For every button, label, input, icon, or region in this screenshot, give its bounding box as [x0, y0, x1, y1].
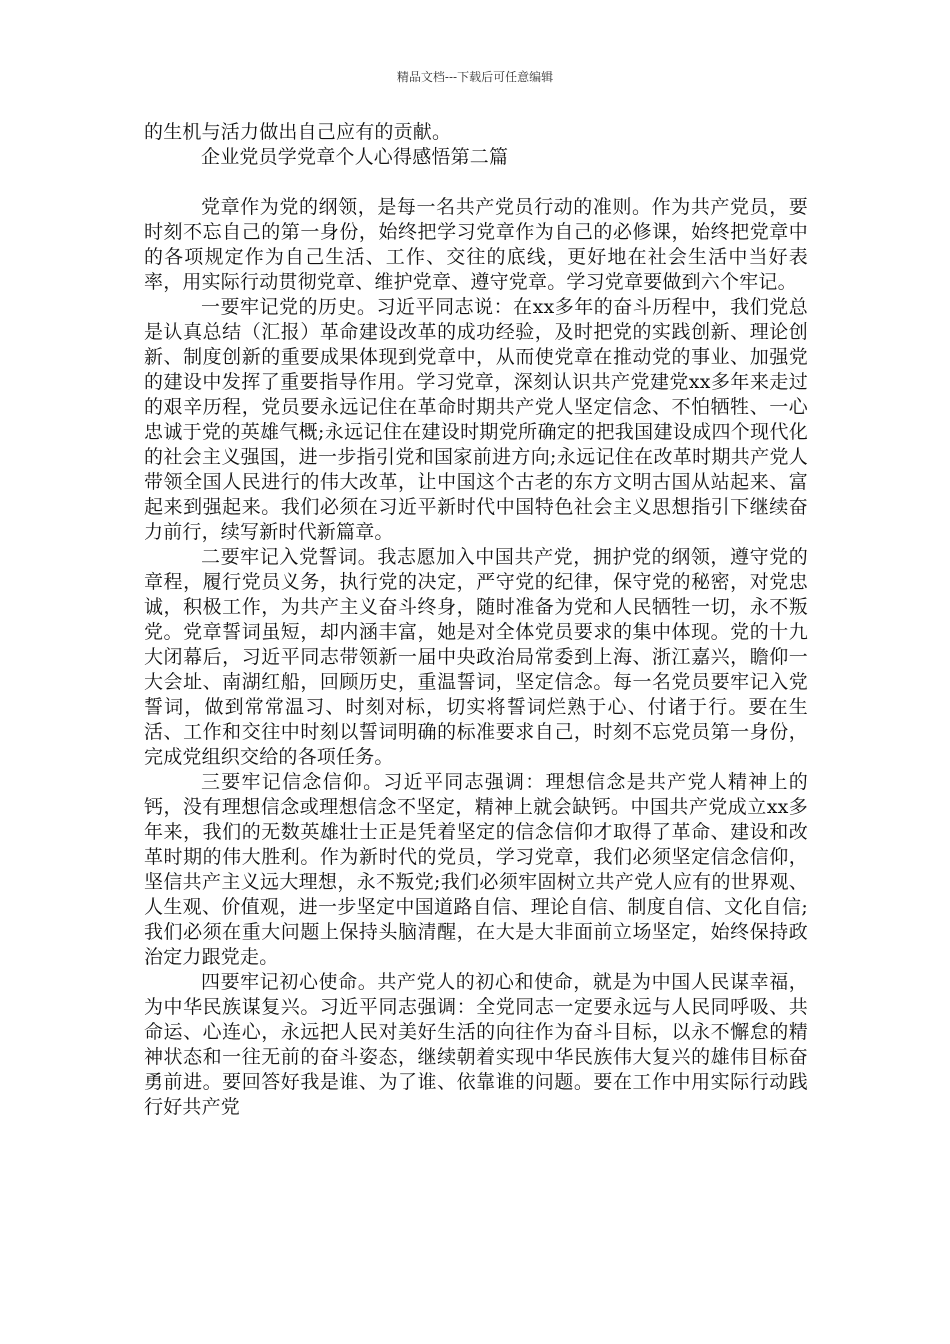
paragraph-belief: 三要牢记信念信仰。习近平同志强调：理想信念是共产党人精神上的钙，没有理想信念或理想信念不坚定，精神上就会缺钙。中国共产党成立xx多年来，我们的无数英雄壮士正是凭着坚定的信念信仰才取得了革命、建设和改革时期的伟大胜利。作为新时代的党员，学习党章，我们必须坚定信念信仰，坚信共产主义远大理想，永不叛党;我们必须牢固树立共产党人应有的世界观、人生观、价值观，进一步坚定中国道路自信、理论自信、制度自信、文化自信;我们必须在重大问题上保持头脑清醒，在大是大非面前立场坚定，始终保持政治定力跟党走。 [144, 771, 808, 968]
document-body [144, 120, 808, 1120]
paragraph-history: 一要牢记党的历史。习近平同志说：在xx多年的奋斗历程中，我们党总是认真总结（汇报）革命建设改革的成功经验，及时把党的实践创新、理论创新、制度创新的重要成果体现到党章中，从而使党章在推动党的事业、加强党的建设中发挥了重要指导作用。学习党章，深刻认识共产党建党xx多年来走过的艰辛历程，党员要永远记住在革命时期共产党人坚定信念、不怕牺牲、一心忠诚于党的英雄气概;永远记住在建设时期党所确定的把我国建设成四个现代化的社会主义强国，进一步指引党和国家前进方向;永远记住在改革时期共产党人带领全国人民进行的伟大改革，让中国这个古老的东方文明古国从站起来、富起来到强起来。我们必须在习近平新时代中国特色社会主义思想指引下继续奋力前行，续写新时代新篇章。 [144, 296, 808, 543]
continued-text: 的生机与活力做出自己应有的贡献。 [144, 121, 452, 143]
section-title: 企业党员学党章个人心得感悟第二篇 [201, 146, 509, 168]
paragraph-mission: 四要牢记初心使命。共产党人的初心和使命，就是为中国人民谋幸福，为中华民族谋复兴。习近平同志强调：全党同志一定要永远与人民同呼吸、共命运、心连心，永远把人民对美好生活的向往作为奋斗目标，以永不懈怠的精神状态和一往无前的奋斗姿态，继续朝着实现中华民族伟大复兴的雄伟目标奋勇前进。要回答好我是谁、为了谁、依靠谁的问题。要在工作中用实际行动践行好共产党 [144, 971, 808, 1118]
page-header: 精品文档---下载后可任意编辑 [396, 70, 554, 84]
paragraph-oath: 二要牢记入党誓词。我志愿加入中国共产党，拥护党的纲领，遵守党的章程，履行党员义务，执行党的决定，严守党的纪律，保守党的秘密，对党忠诚，积极工作，为共产主义奋斗终身，随时准备为党和人民牺牲一切，永不叛党。党章誓词虽短，却内涵丰富，她是对全体党员要求的集中体现。党的十九大闭幕后，习近平同志带领新一届中央政治局常委到上海、浙江嘉兴，瞻仰一大会址、南湖红船，回顾历史，重温誓词，坚定信念。每一名党员要牢记入党誓词，做到常常温习、时刻对标，切实将誓词烂熟于心、付诸于行。要在生活、工作和交往中时刻以誓词明确的标准要求自己，时刻不忘党员第一身份，完成党组织交给的各项任务。 [144, 546, 808, 768]
paragraph-intro: 党章作为党的纲领，是每一名共产党员行动的准则。作为共产党员，要时刻不忘自己的第一身份，始终把学习党章作为自己的必修课，始终把党章中的各项规定作为自己生活、工作、交往的底线，更好地在社会生活中当好表率，用实际行动贯彻党章、维护党章、遵守党章。学习党章要做到六个牢记。 [144, 196, 808, 293]
